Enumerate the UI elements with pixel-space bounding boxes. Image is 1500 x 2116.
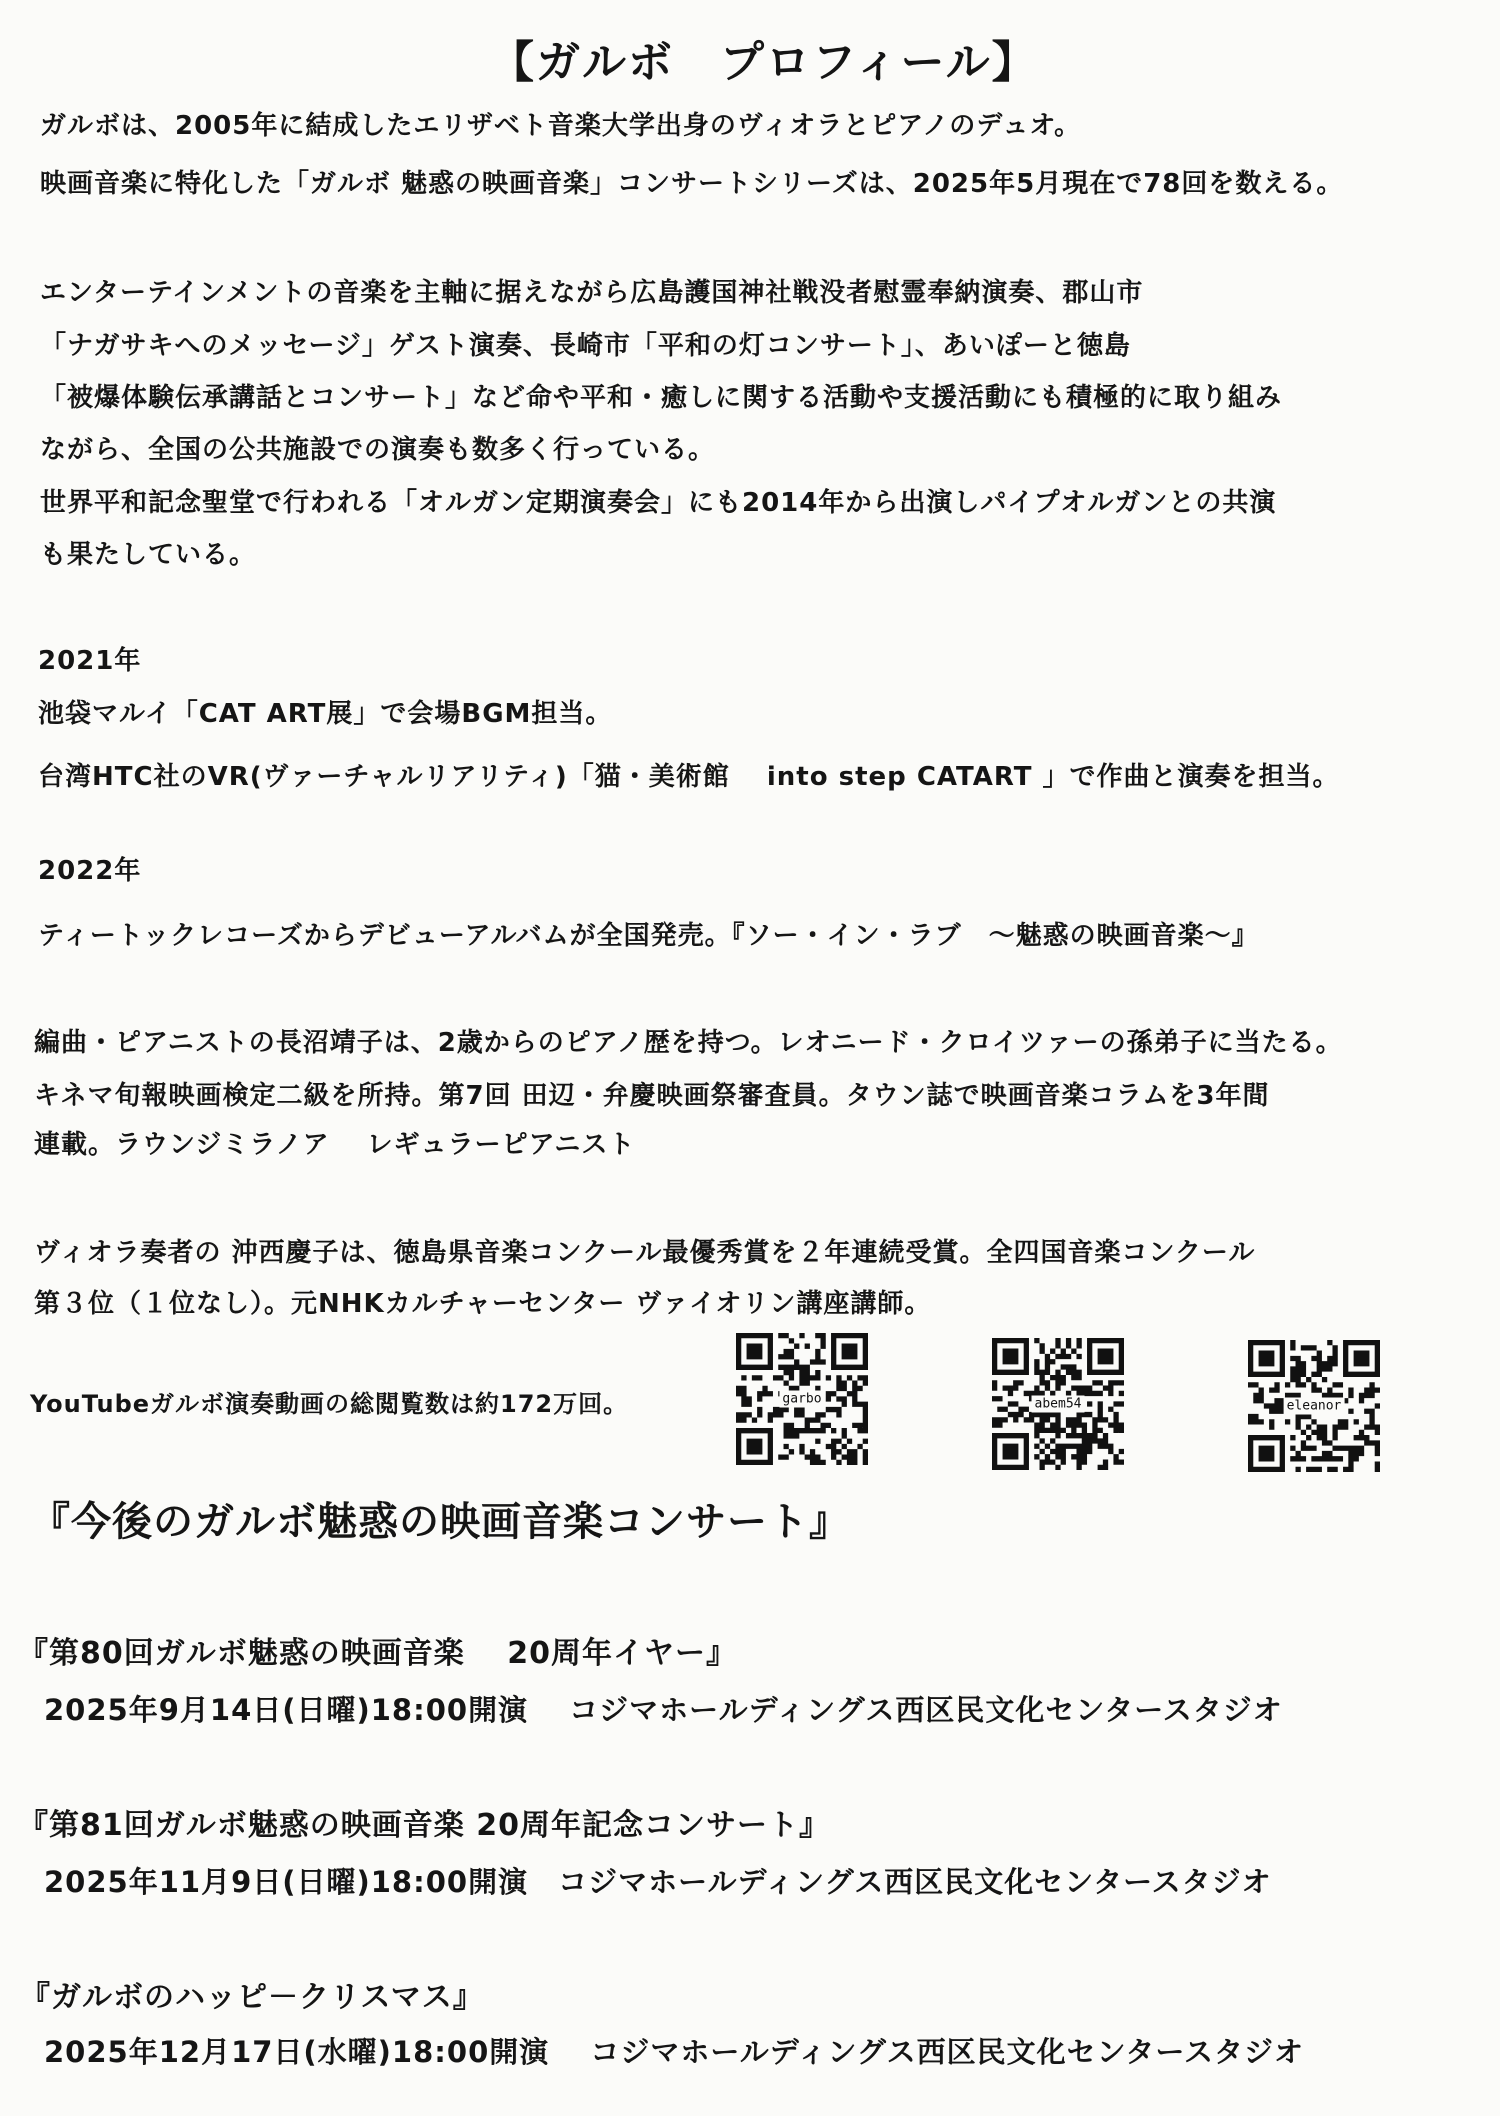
qr-code-garbo[interactable] (736, 1333, 868, 1465)
pianist-line-1: 編曲・ピアニストの長沼靖子は、2歳からのピアノ歴を持つ。レオニード・クロイツァーの孫弟子に当たる。 (34, 1028, 1343, 1058)
intro-line-1: ガルボは、2005年に結成したエリザベト音楽大学出身のヴィオラとピアノのデュオ。 (40, 111, 1082, 141)
activities-line-5: 世界平和記念聖堂で行われる「オルガン定期演奏会」にも2014年から出演しパイプオルガンとの共演 (40, 488, 1277, 518)
concert-3-detail: 2025年12月17日(水曜)18:00開演 コジマホールディングス西区民文化センタースタジオ (44, 2035, 1304, 2069)
concert-1-detail: 2025年9月14日(日曜)18:00開演 コジマホールディングス西区民文化センタースタジオ (44, 1693, 1283, 1727)
concert-2-detail: 2025年11月9日(日曜)18:00開演 コジマホールディングス西区民文化センタースタジオ (44, 1865, 1272, 1899)
activities-line-3: 「被爆体験伝承講話とコンサート」など命や平和・癒しに関する活動や支援活動にも積極的に取り組み (40, 383, 1283, 413)
concert-2-title: 『第81回ガルボ魅惑の映画音楽 20周年記念コンサート』 (18, 1808, 830, 1843)
pianist-line-2: キネマ旬報映画検定二級を所持。第7回 田辺・弁慶映画祭審査員。タウン誌で映画音楽コラムを3年間 (34, 1081, 1270, 1111)
year-2021-line-2: 台湾HTC社のVR(ヴァーチャルリアリティ)「猫・美術館 into step CATART 」で作曲と演奏を担当。 (38, 762, 1340, 792)
year-2021-label: 2021年 (38, 646, 142, 676)
qr-label-abem54: abem54 (1032, 1396, 1085, 1413)
activities-line-2: 「ナガサキへのメッセージ」ゲスト演奏、長崎市「平和の灯コンサート」、あいぽーと徳島 (40, 331, 1131, 361)
concerts-heading: 『今後のガルボ魅惑の映画音楽コンサート』 (30, 1499, 850, 1545)
concert-3-title: 『ガルボのハッピ－クリスマス』 (20, 1980, 484, 2015)
page-title: 【ガルボ プロフィール】 (490, 37, 1038, 88)
activities-line-1: エンターテインメントの音楽を主軸に据えながら広島護国神社戦没者慰霊奉納演奏、郡山市 (40, 278, 1144, 308)
qr-code-eleanor[interactable] (1248, 1340, 1380, 1472)
qr-label-garbo: garbo (779, 1391, 824, 1408)
year-2021-line-1: 池袋マルイ「CAT ART展」で会場BGM担当。 (38, 699, 613, 729)
activities-line-4: ながら、全国の公共施設での演奏も数多く行っている。 (40, 435, 716, 465)
year-2022-label: 2022年 (38, 856, 142, 886)
activities-line-6: も果たしている。 (40, 540, 257, 570)
violist-line-1: ヴィオラ奏者の 沖西慶子は、徳島県音楽コンクール最優秀賞を２年連続受賞。全四国音楽コンクール (34, 1238, 1256, 1268)
qr-label-eleanor: eleanor (1284, 1398, 1345, 1415)
intro-line-2: 映画音楽に特化した「ガルボ 魅惑の映画音楽」コンサートシリーズは、2025年5月現在で78回を数える。 (40, 169, 1344, 199)
concert-1-title: 『第80回ガルボ魅惑の映画音楽 20周年イヤー』 (18, 1636, 737, 1671)
youtube-views-text: YouTubeガルボ演奏動画の総閲覧数は約172万回。 (30, 1390, 629, 1418)
violist-line-2: 第３位（１位なし）。元NHKカルチャーセンター ヴァイオリン講座講師。 (34, 1289, 932, 1319)
pianist-line-3: 連載。ラウンジミラノア レギュラーピアニスト (34, 1130, 636, 1160)
qr-code-abem54[interactable] (992, 1338, 1124, 1470)
year-2022-line-1: ティートックレコーズからデビューアルバムが全国発売。『ソー・イン・ラブ ～魅惑の映画音楽～』 (38, 921, 1259, 951)
